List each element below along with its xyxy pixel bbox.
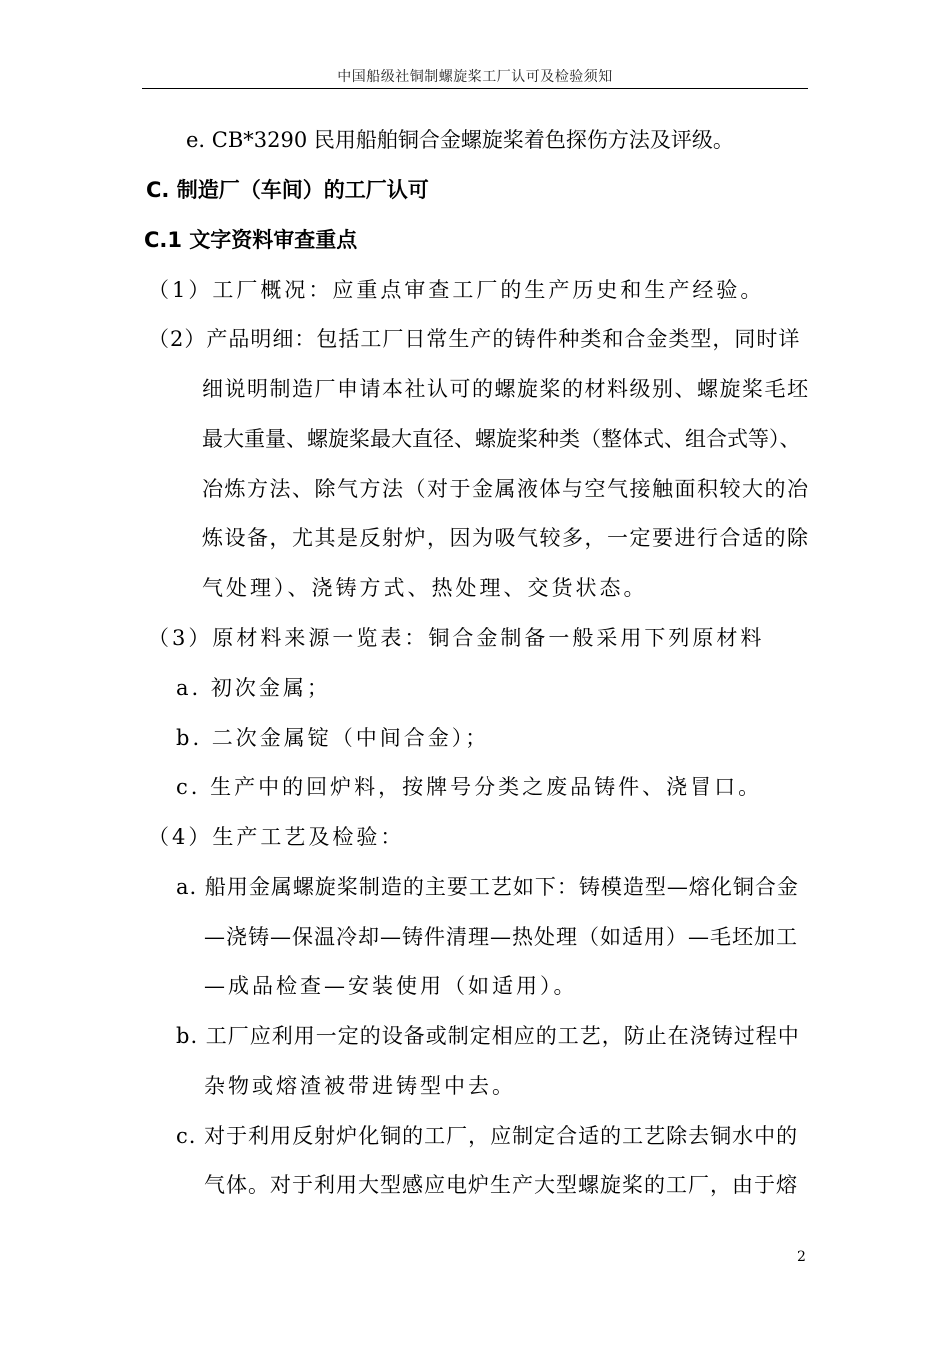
process-item-c-line-2: 气体。对于利用大型感应电炉生产大型螺旋桨的工厂，由于熔 bbox=[204, 1173, 798, 1197]
paragraph-4: （4）生产工艺及检验： bbox=[148, 825, 405, 849]
paragraph-2-line-5: 炼设备，尤其是反射炉，因为吸气较多，一定要进行合适的除 bbox=[202, 526, 810, 550]
process-item-b-line-2: 杂物或熔渣被带进铸型中去。 bbox=[204, 1074, 516, 1098]
page-number: 2 bbox=[797, 1249, 806, 1265]
process-item-c-line-1: c. 对于利用反射炉化铜的工厂，应制定合适的工艺除去铜水中的 bbox=[176, 1124, 799, 1148]
paragraph-1: （1）工厂概况：应重点审查工厂的生产历史和生产经验。 bbox=[148, 278, 765, 302]
paragraph-2-line-3: 最大重量、螺旋桨最大直径、螺旋桨种类（整体式、组合式等）、 bbox=[202, 427, 801, 451]
paragraph-2-line-2: 细说明制造厂申请本社认可的螺旋桨的材料级别、螺旋桨毛坯 bbox=[202, 377, 810, 401]
list-item-b: b. 二次金属锭（中间合金）； bbox=[176, 726, 490, 750]
list-item-a: a. 初次金属； bbox=[176, 676, 331, 700]
paragraph-2-line-1: （2）产品明细：包括工厂日常生产的铸件种类和合金类型，同时详 bbox=[148, 327, 801, 351]
section-heading-c: C. 制造厂（车间）的工厂认可 bbox=[146, 178, 429, 202]
reference-item-e: e. CB*3290 民用船舶铜合金螺旋桨着色探伤方法及评级。 bbox=[186, 128, 734, 152]
paragraph-2-line-4: 冶炼方法、除气方法（对于金属液体与空气接触面积较大的冶 bbox=[202, 477, 810, 501]
paragraph-2-line-6: 气处理）、浇铸方式、热处理、交货状态。 bbox=[202, 576, 648, 600]
running-header: 中国船级社铜制螺旋桨工厂认可及检验须知 bbox=[337, 69, 613, 85]
subsection-heading-c1: C.1 文字资料审查重点 bbox=[144, 228, 358, 252]
process-item-a-line-2: —浇铸—保温冷却—铸件清理—热处理（如适用）—毛坯加工 bbox=[204, 925, 798, 949]
process-item-a-line-1: a. 船用金属螺旋桨制造的主要工艺如下：铸模造型—熔化铜合金 bbox=[176, 875, 799, 899]
process-item-a-line-3: —成品检查—安装使用（如适用）。 bbox=[204, 974, 578, 998]
header-rule bbox=[142, 88, 808, 89]
process-item-b-line-1: b. 工厂应利用一定的设备或制定相应的工艺，防止在浇铸过程中 bbox=[176, 1024, 800, 1048]
paragraph-3: （3）原材料来源一览表：铜合金制备一般采用下列原材料 bbox=[148, 626, 765, 650]
list-item-c: c. 生产中的回炉料，按牌号分类之废品铸件、浇冒口。 bbox=[176, 775, 763, 799]
